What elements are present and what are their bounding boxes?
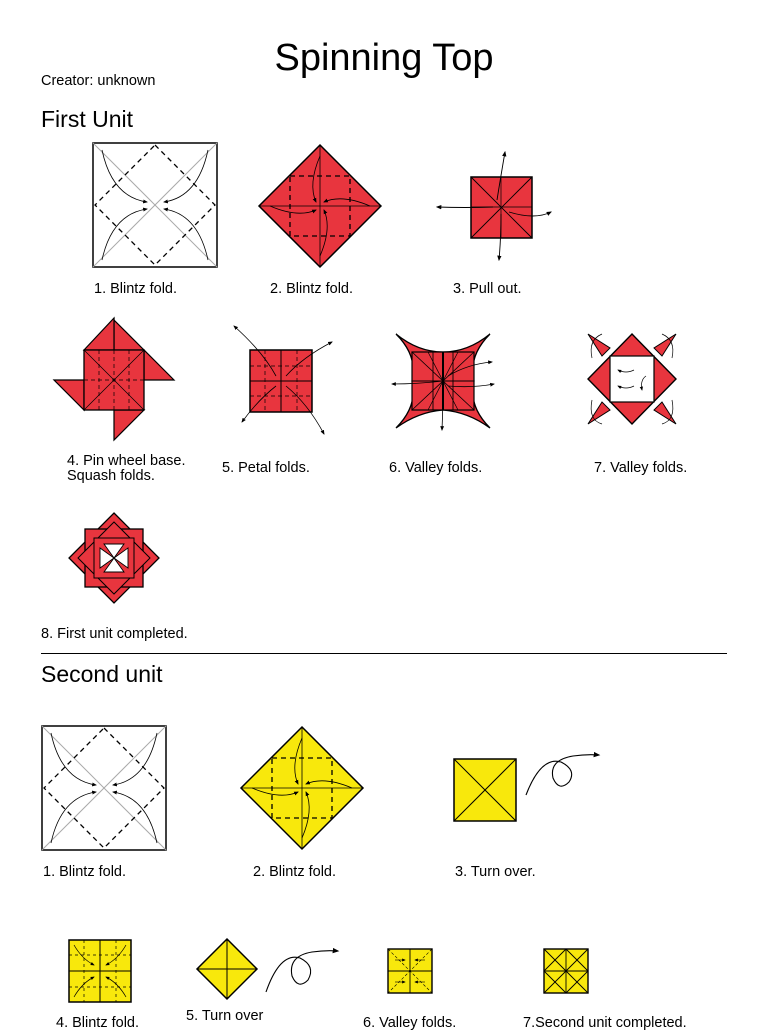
unit2-step4-diagram: [68, 939, 132, 1003]
first-unit-heading: First Unit: [41, 106, 133, 132]
unit1-step3-caption: 3. Pull out.: [453, 281, 522, 297]
unit2-step1-caption: 1. Blintz fold.: [43, 864, 127, 880]
unit2-step4-caption: 4. Blintz fold.: [56, 1015, 140, 1031]
unit2-step5-diagram: [196, 938, 342, 1004]
unit2-step7-diagram: [543, 948, 589, 994]
unit1-step3-diagram: [435, 150, 555, 262]
unit2-step5-caption: 5. Turn over: [186, 1008, 264, 1024]
page-title: Spinning Top: [274, 37, 494, 79]
unit1-step1-caption: 1. Blintz fold.: [94, 281, 178, 297]
unit2-step6-caption: 6. Valley folds.: [363, 1015, 457, 1031]
unit1-step4-caption-line2: Squash folds.: [67, 468, 155, 484]
unit1-step4-caption: 4. Pin wheel base.: [67, 453, 186, 469]
unit1-step8-diagram: [68, 512, 160, 604]
unit1-step4-diagram: [52, 318, 176, 442]
unit1-step8-caption: 8. First unit completed.: [41, 626, 188, 642]
unit1-step5-caption: 5. Petal folds.: [222, 460, 310, 476]
unit2-step1-diagram: [41, 725, 167, 851]
unit1-step6-caption: 6. Valley folds.: [389, 460, 483, 476]
unit2-step3-diagram: [453, 748, 603, 824]
unit1-step1-diagram: [92, 142, 218, 268]
unit1-step7-caption: 7. Valley folds.: [594, 460, 688, 476]
unit1-step2-caption: 2. Blintz fold.: [270, 281, 354, 297]
unit2-step2-diagram: [240, 726, 364, 850]
unit1-step6-diagram: [388, 326, 500, 436]
unit2-step7-caption: 7.Second unit completed.: [523, 1015, 687, 1031]
unit2-step2-caption: 2. Blintz fold.: [253, 864, 337, 880]
second-unit-heading: Second unit: [41, 661, 163, 687]
unit2-step6-diagram: [387, 948, 433, 994]
unit2-step3-caption: 3. Turn over.: [455, 864, 536, 880]
creator-credit: Creator: unknown: [41, 73, 156, 89]
section-divider: [41, 653, 727, 654]
unit1-step5-diagram: [228, 322, 336, 438]
unit1-step7-diagram: [584, 330, 680, 428]
unit1-step2-diagram: [258, 144, 382, 268]
